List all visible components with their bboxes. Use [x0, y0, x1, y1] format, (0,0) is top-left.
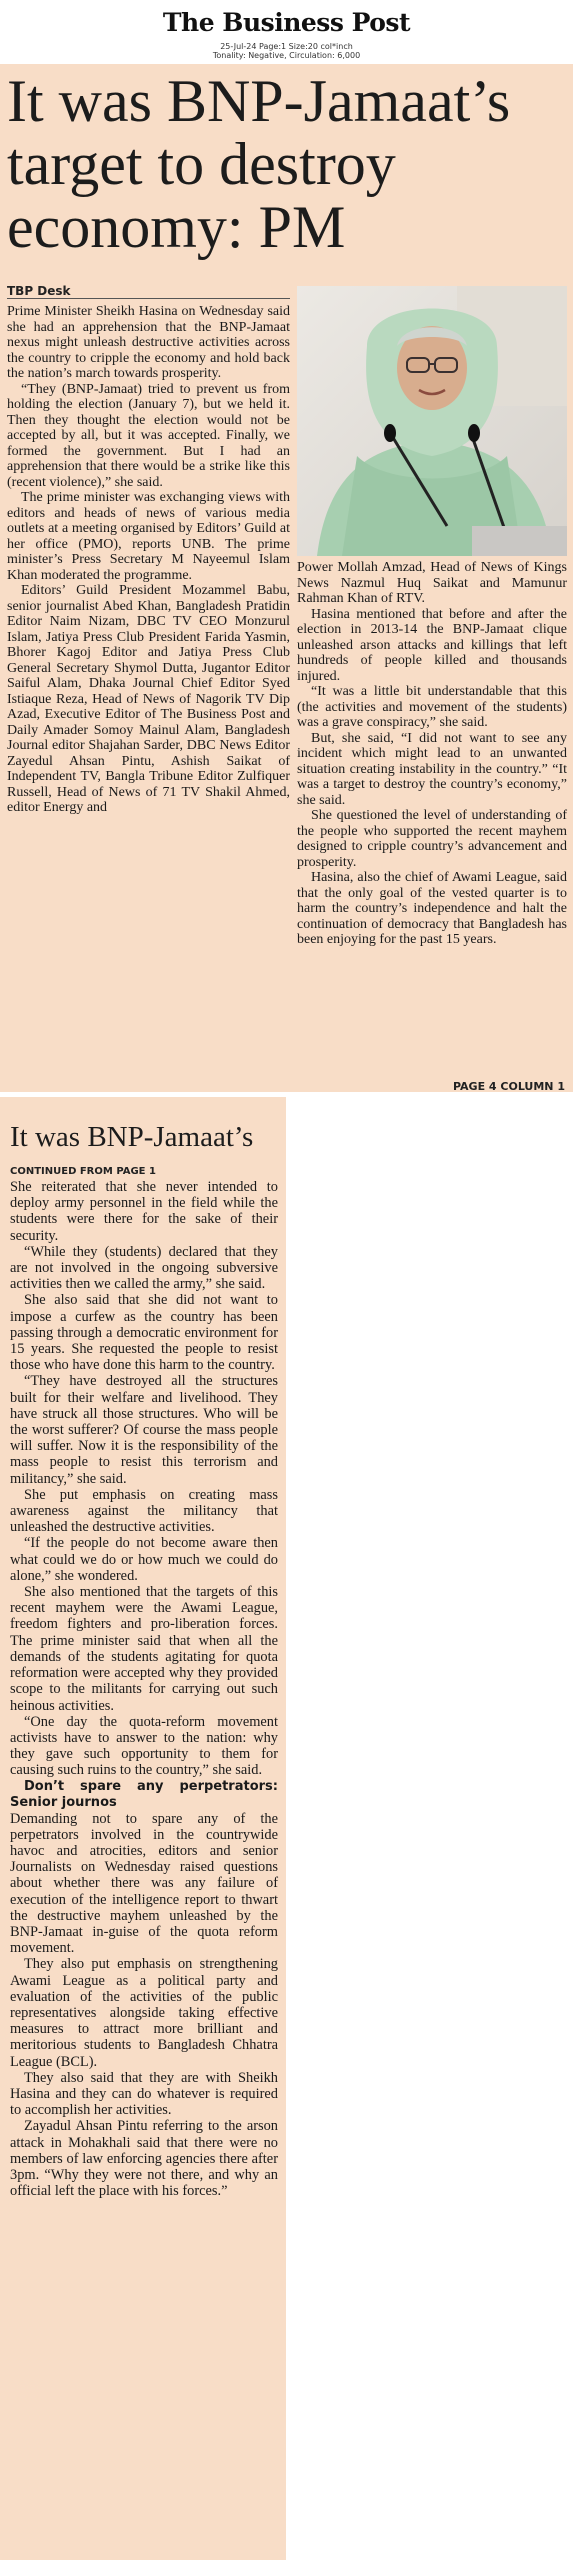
continued-from-label: CONTINUED FROM PAGE 1 [10, 1166, 156, 1177]
article-paragraph: “While they (students) declared that they are not involved in the ongoing subversive activities then we called the army,” she said. [10, 1243, 278, 1293]
clipping-meta-date: 25-Jul-24 Page:1 Size:20 col*inch [220, 42, 353, 51]
article-paragraph: Hasina, also the chief of Awami League, said that the only goal of the vested quarter is to harm the country’s independence and halt the continuation of democracy that Bangladesh has been enjoying for the past 15 years. [297, 870, 567, 947]
article-paragraph: The prime minister was exchanging views with editors and heads of news of various media outlets at a meeting organised by Editors’ Guild at her office (PMO), reports UNB. The prime minister’s Press Secretary M Nayeemul Islam Khan moderated the programme. [7, 490, 290, 583]
article-paragraph: Prime Minister Sheikh Hasina on Wednesday said she had an apprehension that the BNP-Jamaat nexus might unleash destructive activities across the country to cripple the economy and hold back the nation’s march towards prosperity. [7, 304, 290, 381]
article-paragraph: “One day the quota-reform movement activists have to answer to the nation: why they gave such opportunity to them for causing such ruins to the country,” she said. [10, 1713, 278, 1779]
article-paragraph: Power Mollah Amzad, Head of News of Kings News Nazmul Huq Saikat and Mamunur Rahman Khan of RTV. [297, 560, 567, 606]
article-paragraph: They also put emphasis on strengthening Awami League as a political party and evaluation of the activities of the public representatives alongside taking effective measures to attract more brilliant and meritorious students to Bangladesh Chhatra League (BCL). [10, 1956, 278, 2070]
article-paragraph: Editors’ Guild President Mozammel Babu, senior journalist Abed Khan, Bangladesh Pratidin Editor Naim Nizam, DBC TV CEO Monzurul Islam, Jatiya Press Club President Farida Yasmin, Bhorer Kagoj Editor and Jatiya Press Club General Secretary Shymol Dutta, Jugantor Editor Saiful Alam, Dhaka Journal Chief Editor Syed Istiaque Reza, Head of News of Nagorik TV Dip Azad, Executive Editor of The Business Post and Daily Amader Somoy Mainul Alam, Bangladesh Journal editor Shajahan Sarder, DBC News Editor Zayedul Ahsan Pintu, Ashish Saikat of Independent TV, Bangla Tribune Editor Zulfiquer Russell, Head of News of 71 TV Shakil Ahmed, editor Energy and [7, 583, 290, 815]
article-paragraph: She put emphasis on creating mass awareness against the militancy that unleashed the destructive activities. [10, 1486, 278, 1536]
article-paragraph: But, she said, “I did not want to see any incident which might lead to an unwanted situation creating instability in the country.” “It was a target to destroy the country’s economy,” she said. [297, 730, 567, 808]
newspaper-title: The Business Post [162, 8, 411, 37]
continuation-clipping [0, 1097, 286, 2560]
byline: TBP Desk [7, 284, 71, 298]
clipping-meta-tonality: Tonality: Negative, Circulation: 6,000 [212, 51, 361, 60]
article-paragraph: Hasina mentioned that before and after the election in 2013-14 the BNP-Jamaat clique unleashed arson attacks and killings that left hundreds of people killed and thousands injured. [297, 606, 567, 684]
masthead [0, 0, 573, 64]
article-paragraph: She also said that she did not want to impose a curfew as the country has been passing through a democratic environment for 15 years. She requested the people to resist those who have done this harm to the country. [10, 1292, 278, 1374]
prime-minister-photo [297, 286, 567, 556]
section-subhead: Don’t spare any perpetrators: Senior journos [10, 1778, 278, 1810]
article-column-left [7, 304, 290, 816]
article-paragraph: “If the people do not become aware then what could we do or how much we could do alone,” she wondered. [10, 1535, 278, 1584]
jump-reference: PAGE 4 COLUMN 1 [452, 1080, 565, 1093]
photo-prime-minister-at-microphones-icon [297, 286, 567, 556]
byline-rule [7, 298, 290, 299]
article-paragraph: She questioned the level of understanding of the people who supported the recent mayhem designed to cripple country’s advancement and prosperity. [297, 808, 567, 870]
continuation-title: It was BNP-Jamaat’s [10, 1121, 254, 1153]
article-paragraph: “They have destroyed all the structures built for their welfare and livelihood. They have struck all those structures. Who will be the worst sufferer? Of course the mass people will suffer. Now it is the responsibility of the mass people to resist this terrorism and militancy,” she said. [10, 1373, 278, 1487]
article-clipping [0, 64, 573, 1092]
article-paragraph: Zayadul Ahsan Pintu referring to the arson attack in Mohakhali said that there were no members of law enforcing agencies there after 3pm. “Why they were not there, and why an official left the place with his forces.” [10, 2118, 278, 2200]
article-paragraph: She reiterated that she never intended to deploy army personnel in the field while the students were there for the sake of their security. [10, 1179, 278, 1244]
article-column-right [297, 560, 567, 948]
article-paragraph: Demanding not to spare any of the perpetrators involved in the countrywide havoc and atrocities, editors and senior Journalists on Wednesday raised questions about whether there was any failure of execution of the intelligence report to thwart the destructive mayhem unleashed by the BNP-Jamaat in-guise of the quota reform movement. [10, 1810, 278, 1957]
article-paragraph: They also said that they are with Sheikh Hasina and they can do whatever is required to accomplish her activities. [10, 2069, 278, 2119]
article-paragraph: “They (BNP-Jamaat) tried to prevent us from holding the election (January 7), but we held it. Then they thought the election would not be accepted by all, but it was accepted. Finally, we formed the government. But I had an apprehension that there would be a strike like this (recent violence),” she said. [7, 381, 290, 490]
article-paragraph: “It was a little bit understandable that this (the activities and movement of the students) was a grave conspiracy,” she said. [297, 684, 567, 730]
continuation-column [10, 1179, 278, 2199]
article-headline: It was BNP-Jamaat’s target to destroy economy: PM [7, 68, 511, 260]
article-paragraph: She also mentioned that the targets of this recent mayhem were the Awami League, freedom fighters and pro-liberation forces. The prime minister said that when all the demands of the students agitating for quota reformation were accepted why they provided scope to the militants for carrying out such heinous activities. [10, 1584, 278, 1714]
